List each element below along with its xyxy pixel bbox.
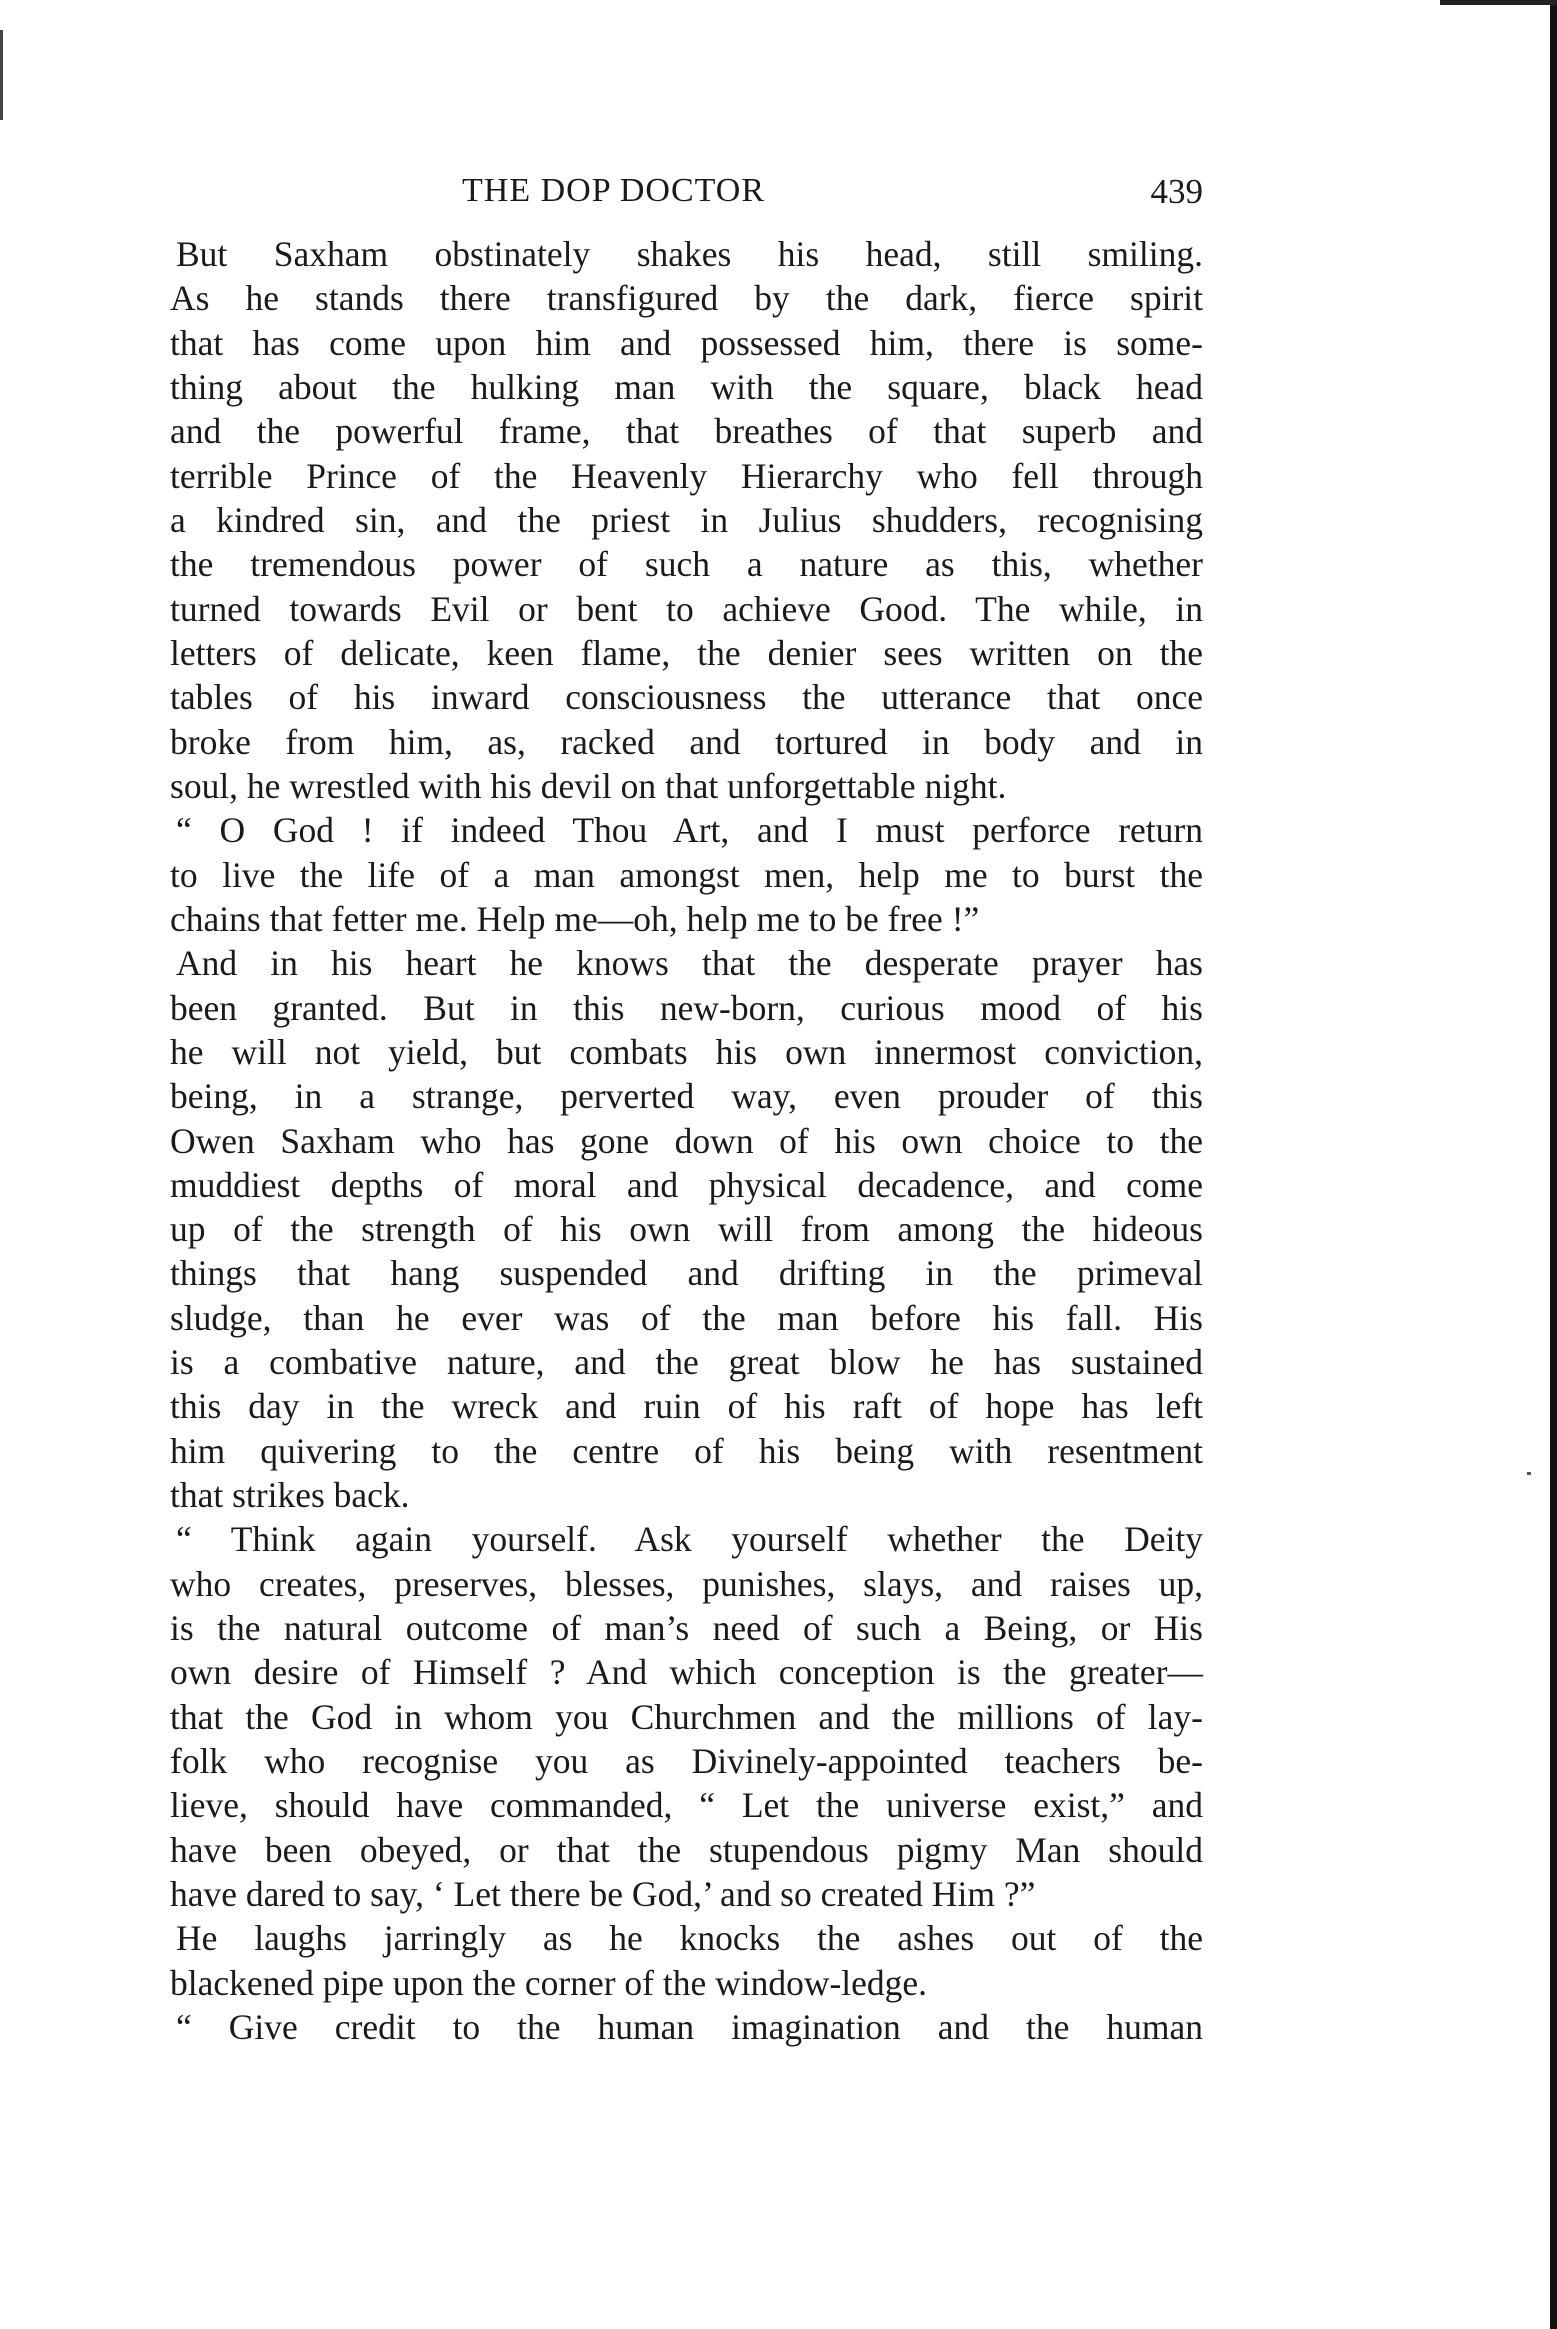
text-line: “ Think again yourself. Ask yourself whether the Deity <box>176 1519 1203 1559</box>
text-line: have dared to say, ‘ Let there be God,’ and so created Him ?” <box>170 1874 1036 1914</box>
text-line: muddiest depths of moral and physical decadence, and come <box>170 1165 1203 1205</box>
text-line: him quivering to the centre of his being with resentment <box>170 1431 1203 1471</box>
text-line: that the God in whom you Churchmen and the millions of lay- <box>170 1697 1203 1737</box>
text-line: soul, he wrestled with his devil on that unforgettable night. <box>170 766 1007 806</box>
scan-edge-left <box>0 30 3 120</box>
text-line: have been obeyed, or that the stupendous pigmy Man should <box>170 1830 1203 1870</box>
text-line: turned towards Evil or bent to achieve Good. The while, in <box>170 589 1203 629</box>
text-line: to live the life of a man amongst men, help me to burst the <box>170 855 1203 895</box>
running-title: THE DOP DOCTOR <box>462 172 766 209</box>
text-line: been granted. But in this new-born, curious mood of his <box>170 988 1203 1028</box>
text-line: up of the strength of his own will from among the hideous <box>170 1209 1203 1249</box>
text-line: “ Give credit to the human imagination and the human <box>176 2007 1203 2047</box>
text-line: that strikes back. <box>170 1475 410 1515</box>
text-line: things that hang suspended and drifting in the primeval <box>170 1253 1203 1293</box>
text-line: own desire of Himself ? And which conception is the greater— <box>170 1652 1203 1692</box>
text-line: But Saxham obstinately shakes his head, still smiling. <box>176 234 1203 274</box>
text-line: is a combative nature, and the great blow he has sustained <box>170 1342 1203 1382</box>
text-line: this day in the wreck and ruin of his raft of hope has left <box>170 1386 1203 1426</box>
text-line: a kindred sin, and the priest in Julius shudders, recognising <box>170 500 1203 540</box>
text-line: broke from him, as, racked and tortured in body and in <box>170 722 1203 762</box>
text-line: As he stands there transfigured by the dark, fierce spirit <box>170 278 1203 318</box>
page-header <box>170 172 1203 222</box>
text-line: “ O God ! if indeed Thou Art, and I must perforce return <box>176 810 1203 850</box>
text-line: is the natural outcome of man’s need of such a Being, or His <box>170 1608 1203 1648</box>
text-line: letters of delicate, keen flame, the denier sees written on the <box>170 633 1203 673</box>
text-line: and the powerful frame, that breathes of that superb and <box>170 411 1203 451</box>
text-line: Owen Saxham who has gone down of his own choice to the <box>170 1121 1203 1161</box>
text-line: chains that fetter me. Help me—oh, help me to be free !” <box>170 899 980 939</box>
text-line: he will not yield, but combats his own innermost conviction, <box>170 1032 1203 1072</box>
text-line: sludge, than he ever was of the man before his fall. His <box>170 1298 1203 1338</box>
text-line: being, in a strange, perverted way, even prouder of this <box>170 1076 1203 1116</box>
scan-edge-right <box>1550 0 1557 2329</box>
text-line: And in his heart he knows that the desperate prayer has <box>176 943 1203 983</box>
text-line: that has come upon him and possessed him, there is some- <box>170 323 1203 363</box>
text-line: who creates, preserves, blesses, punishes, slays, and raises up, <box>170 1564 1203 1604</box>
text-line: tables of his inward consciousness the utterance that once <box>170 677 1203 717</box>
page-number: 439 <box>1150 172 1203 211</box>
text-line: He laughs jarringly as he knocks the ashes out of the <box>176 1918 1203 1958</box>
text-line: folk who recognise you as Divinely-appointed teachers be- <box>170 1741 1203 1781</box>
scan-edge-top <box>1440 0 1557 5</box>
text-line: terrible Prince of the Heavenly Hierarchy who fell through <box>170 456 1203 496</box>
text-line: the tremendous power of such a nature as this, whether <box>170 544 1203 584</box>
text-line: blackened pipe upon the corner of the window-ledge. <box>170 1963 928 2003</box>
text-line: lieve, should have commanded, “ Let the universe exist,” and <box>170 1785 1203 1825</box>
text-line: thing about the hulking man with the square, black head <box>170 367 1203 407</box>
ink-speck <box>1527 1472 1531 1475</box>
